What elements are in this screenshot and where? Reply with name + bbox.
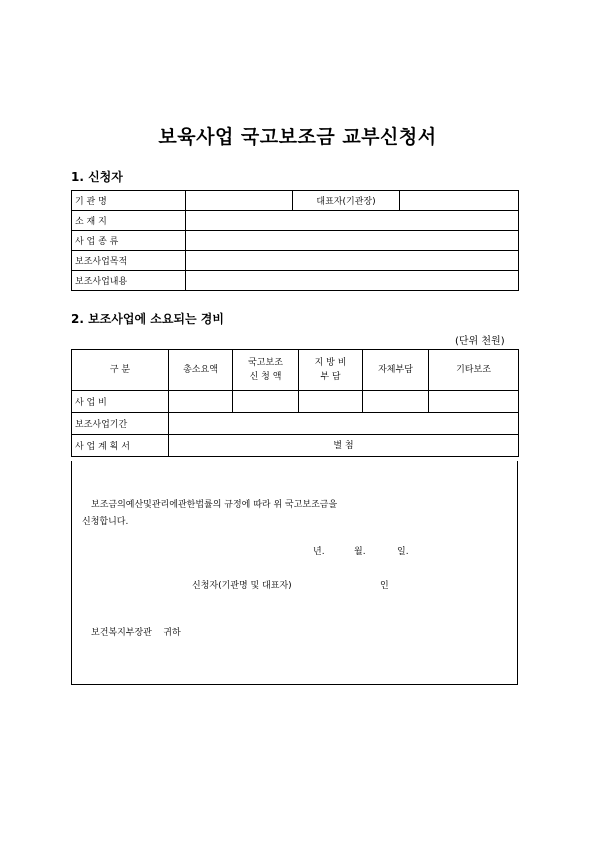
label-agency-name [72,191,186,211]
date-month: 월. [354,547,366,557]
field-local[interactable] [299,391,363,413]
field-total[interactable] [169,391,233,413]
table-row [72,251,519,271]
spread-label [75,194,185,207]
header-line: 부 담 [320,372,341,382]
field-national[interactable] [233,391,299,413]
label-cost: 사 업 비 [72,391,169,413]
label-content: 보조사업내용 [72,271,186,291]
statement-box [71,461,518,685]
applicant-table [71,190,519,291]
field-agency-name[interactable] [186,191,293,211]
field-purpose[interactable] [186,251,519,271]
applicant-label: 신청자(기관명 및 대표자) [192,581,292,591]
field-business-type[interactable] [186,231,519,251]
table-row [72,231,519,251]
table-row [72,211,519,231]
statement-line2: 신청합니다. [82,517,129,527]
header-self: 자체부담 [363,350,429,391]
table-row [72,391,519,413]
label-business-type: 사 업 종 류 [72,231,186,251]
label-representative: 대표자(기관장) [293,191,400,211]
table-header-row [72,350,519,391]
field-content[interactable] [186,271,519,291]
header-total: 총소요액 [169,350,233,391]
label-address: 소 재 지 [72,211,186,231]
label-plan: 사 업 계 획 서 [72,435,169,457]
cost-table [71,349,519,457]
section-cost-heading: 2. 보조사업에 소요되는 경비 [71,312,224,326]
date-day: 일. [397,547,409,557]
field-self[interactable] [363,391,429,413]
page-title: 보육사업 국고보조금 교부신청서 [158,126,437,148]
seal-label: 인 [380,581,389,591]
header-national [233,350,299,391]
section-applicant-heading: 1. 신청자 [71,170,123,184]
table-row [72,435,519,457]
header-line: 지 방 비 [314,358,347,368]
header-local [299,350,363,391]
field-representative[interactable] [400,191,519,211]
header-category: 구 분 [72,350,169,391]
label-period: 보조사업기간 [72,413,169,435]
header-other: 기타보조 [429,350,519,391]
unit-label: (단위 천원) [455,336,505,347]
field-address[interactable] [186,211,519,231]
header-line: 국고보조 [248,358,283,368]
field-period[interactable] [169,413,519,435]
field-other[interactable] [429,391,519,413]
table-row [72,413,519,435]
date-year: 년. [313,547,325,557]
table-row [72,191,519,211]
recipient-label: 보건복지부장관 귀하 [91,628,181,638]
label-purpose: 보조사업목적 [72,251,186,271]
statement-line1: 보조금의예산및관리에관한법률의 규정에 따라 위 국고보조금을 [91,500,338,510]
table-row [72,271,519,291]
label-text: 기 관 명 [75,197,107,207]
header-line: 신 청 액 [249,372,282,382]
field-plan-attached: 별 첨 [169,435,519,457]
